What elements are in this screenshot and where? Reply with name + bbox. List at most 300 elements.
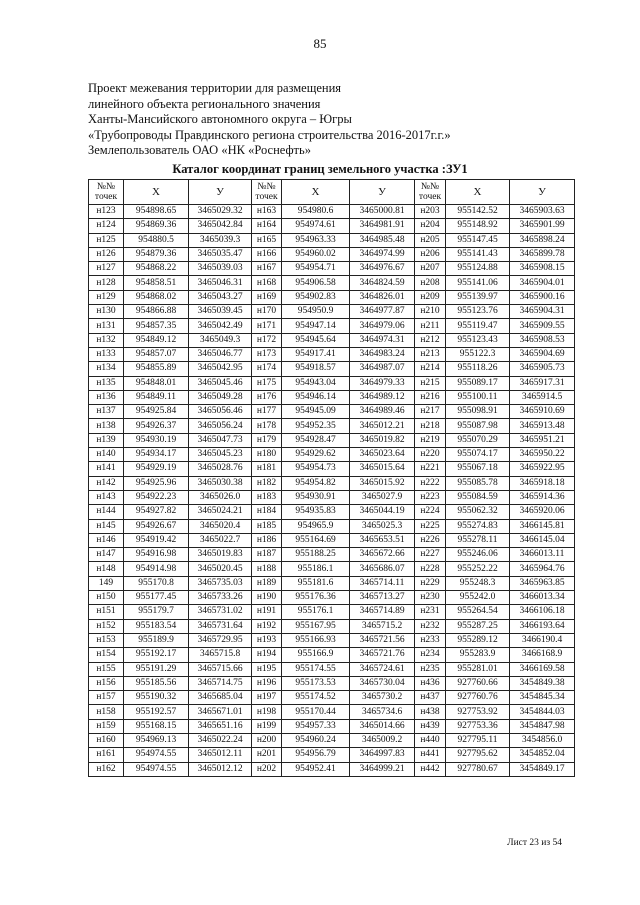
point-number-cell: н189 — [252, 576, 282, 590]
y-coordinate-cell: 3466169.58 — [510, 662, 575, 676]
table-row — [89, 605, 575, 619]
x-coordinate-cell: 954954.73 — [282, 462, 350, 476]
point-number-cell: н147 — [89, 548, 124, 562]
y-coordinate-cell: 3465012.21 — [350, 419, 415, 433]
x-coordinate-cell: 927753.36 — [446, 719, 510, 733]
point-number-cell: н159 — [89, 719, 124, 733]
table-row — [89, 305, 575, 319]
y-coordinate-cell: 3465903.63 — [510, 205, 575, 219]
x-coordinate-cell: 954879.36 — [124, 247, 189, 261]
col-header-y: У — [189, 180, 252, 205]
x-coordinate-cell: 954930.19 — [124, 433, 189, 447]
table-row — [89, 705, 575, 719]
y-coordinate-cell: 3465653.51 — [350, 533, 415, 547]
x-coordinate-cell: 955191.29 — [124, 662, 189, 676]
x-coordinate-cell: 955142.52 — [446, 205, 510, 219]
x-coordinate-cell: 955173.53 — [282, 676, 350, 690]
point-number-cell: н205 — [415, 233, 446, 247]
x-coordinate-cell: 954928.47 — [282, 433, 350, 447]
y-coordinate-cell: 3464979.06 — [350, 319, 415, 333]
table-row — [89, 262, 575, 276]
point-number-cell: н182 — [252, 476, 282, 490]
y-coordinate-cell: 3465039.45 — [189, 305, 252, 319]
table-row — [89, 362, 575, 376]
x-coordinate-cell: 955281.01 — [446, 662, 510, 676]
y-coordinate-cell: 3465735.03 — [189, 576, 252, 590]
x-coordinate-cell: 955164.69 — [282, 533, 350, 547]
x-coordinate-cell: 954946.14 — [282, 390, 350, 404]
point-number-cell: н180 — [252, 448, 282, 462]
sheet-footer: Лист 23 из 54 — [507, 838, 562, 848]
y-coordinate-cell: 3465042.95 — [189, 362, 252, 376]
point-number-cell: н153 — [89, 633, 124, 647]
table-row — [89, 219, 575, 233]
point-number-cell: н123 — [89, 205, 124, 219]
point-number-cell: н221 — [415, 462, 446, 476]
x-coordinate-cell: 955098.91 — [446, 405, 510, 419]
point-number-cell: н214 — [415, 362, 446, 376]
point-number-cell: н226 — [415, 533, 446, 547]
y-coordinate-cell: 3465731.02 — [189, 605, 252, 619]
y-coordinate-cell: 3465015.92 — [350, 476, 415, 490]
x-coordinate-cell: 955148.92 — [446, 219, 510, 233]
point-number-cell: н128 — [89, 276, 124, 290]
table-row — [89, 347, 575, 361]
y-coordinate-cell: 3465733.26 — [189, 591, 252, 605]
point-number-cell: н177 — [252, 405, 282, 419]
y-coordinate-cell: 3465913.48 — [510, 419, 575, 433]
y-coordinate-cell: 3465914.36 — [510, 490, 575, 504]
point-number-cell: н199 — [252, 719, 282, 733]
y-coordinate-cell: 3465950.22 — [510, 448, 575, 462]
x-coordinate-cell: 954945.64 — [282, 333, 350, 347]
x-coordinate-cell: 927760.66 — [446, 676, 510, 690]
y-coordinate-cell: 3464976.67 — [350, 262, 415, 276]
x-coordinate-cell: 954952.41 — [282, 762, 350, 776]
y-coordinate-cell: 3466145.81 — [510, 519, 575, 533]
y-coordinate-cell: 3465918.18 — [510, 476, 575, 490]
x-coordinate-cell: 955166.93 — [282, 633, 350, 647]
point-number-cell: н190 — [252, 591, 282, 605]
point-number-cell: н220 — [415, 448, 446, 462]
table-row — [89, 691, 575, 705]
point-number-cell: н228 — [415, 562, 446, 576]
y-coordinate-cell: 3464983.24 — [350, 347, 415, 361]
y-coordinate-cell: 3465651.16 — [189, 719, 252, 733]
point-number-cell: н134 — [89, 362, 124, 376]
y-coordinate-cell: 3464985.48 — [350, 233, 415, 247]
x-coordinate-cell: 955183.54 — [124, 619, 189, 633]
point-number-cell: н130 — [89, 305, 124, 319]
table-row — [89, 748, 575, 762]
y-coordinate-cell: 3465714.11 — [350, 576, 415, 590]
x-coordinate-cell: 955122.3 — [446, 347, 510, 361]
y-coordinate-cell: 3465730.04 — [350, 676, 415, 690]
table-row — [89, 505, 575, 519]
table-caption: Каталог координат границ земельного участка :ЗУ1 — [172, 162, 468, 176]
x-coordinate-cell: 955242.0 — [446, 591, 510, 605]
x-coordinate-cell: 955166.9 — [282, 648, 350, 662]
x-coordinate-cell: 955278.11 — [446, 533, 510, 547]
document-header — [88, 81, 451, 159]
table-row — [89, 733, 575, 747]
table-row — [89, 433, 575, 447]
y-coordinate-cell: 3465022.24 — [189, 733, 252, 747]
y-coordinate-cell: 3465721.56 — [350, 633, 415, 647]
x-coordinate-cell: 955188.25 — [282, 548, 350, 562]
y-coordinate-cell: 3466193.64 — [510, 619, 575, 633]
x-coordinate-cell: 954918.57 — [282, 362, 350, 376]
y-coordinate-cell: 3454847.98 — [510, 719, 575, 733]
y-coordinate-cell: 3465713.27 — [350, 591, 415, 605]
y-coordinate-cell: 3465920.06 — [510, 505, 575, 519]
col-header-point-number: №№ точек — [252, 180, 282, 205]
point-number-cell: н170 — [252, 305, 282, 319]
x-coordinate-cell: 954945.09 — [282, 405, 350, 419]
point-number-cell: н209 — [415, 290, 446, 304]
table-row — [89, 576, 575, 590]
x-coordinate-cell: 955264.54 — [446, 605, 510, 619]
y-coordinate-cell: 3465023.64 — [350, 448, 415, 462]
point-number-cell: н131 — [89, 319, 124, 333]
y-coordinate-cell: 3465724.61 — [350, 662, 415, 676]
y-coordinate-cell: 3465908.53 — [510, 333, 575, 347]
table-row — [89, 462, 575, 476]
x-coordinate-cell: 954929.62 — [282, 448, 350, 462]
point-number-cell: н176 — [252, 390, 282, 404]
y-coordinate-cell: 3454849.17 — [510, 762, 575, 776]
point-number-cell: н136 — [89, 390, 124, 404]
point-number-cell: н212 — [415, 333, 446, 347]
x-coordinate-cell: 954957.33 — [282, 719, 350, 733]
table-row — [89, 319, 575, 333]
x-coordinate-cell: 954974.61 — [282, 219, 350, 233]
table-header-row — [89, 180, 575, 205]
y-coordinate-cell: 3464826.01 — [350, 290, 415, 304]
table-row — [89, 633, 575, 647]
header-line: Проект межевания территории для размещения — [88, 81, 342, 95]
x-coordinate-cell: 954914.98 — [124, 562, 189, 576]
y-coordinate-cell: 3454845.34 — [510, 691, 575, 705]
x-coordinate-cell: 954866.88 — [124, 305, 189, 319]
col-header-point-number: №№ точек — [89, 180, 124, 205]
y-coordinate-cell: 3464979.33 — [350, 376, 415, 390]
x-coordinate-cell: 955176.36 — [282, 591, 350, 605]
x-coordinate-cell: 955274.83 — [446, 519, 510, 533]
y-coordinate-cell: 3465734.6 — [350, 705, 415, 719]
x-coordinate-cell: 955170.8 — [124, 576, 189, 590]
x-coordinate-cell: 954849.12 — [124, 333, 189, 347]
y-coordinate-cell: 3465964.76 — [510, 562, 575, 576]
table-row — [89, 533, 575, 547]
point-number-cell: н441 — [415, 748, 446, 762]
y-coordinate-cell: 3465909.55 — [510, 319, 575, 333]
x-coordinate-cell: 954943.04 — [282, 376, 350, 390]
x-coordinate-cell: 955192.57 — [124, 705, 189, 719]
point-number-cell: н187 — [252, 548, 282, 562]
x-coordinate-cell: 955100.11 — [446, 390, 510, 404]
x-coordinate-cell: 955192.17 — [124, 648, 189, 662]
y-coordinate-cell: 3465047.73 — [189, 433, 252, 447]
y-coordinate-cell: 3465905.73 — [510, 362, 575, 376]
x-coordinate-cell: 954906.58 — [282, 276, 350, 290]
point-number-cell: н211 — [415, 319, 446, 333]
y-coordinate-cell: 3466145.04 — [510, 533, 575, 547]
point-number-cell: н173 — [252, 347, 282, 361]
point-number-cell: н165 — [252, 233, 282, 247]
y-coordinate-cell: 3464987.07 — [350, 362, 415, 376]
x-coordinate-cell: 954980.6 — [282, 205, 350, 219]
y-coordinate-cell: 3465044.19 — [350, 505, 415, 519]
table-row — [89, 390, 575, 404]
page-number: 85 — [313, 36, 327, 51]
x-coordinate-cell: 955087.98 — [446, 419, 510, 433]
coordinates-table — [88, 179, 575, 777]
x-coordinate-cell: 954930.91 — [282, 490, 350, 504]
y-coordinate-cell: 3466190.4 — [510, 633, 575, 647]
y-coordinate-cell: 3465012.11 — [189, 748, 252, 762]
y-coordinate-cell: 3464981.91 — [350, 219, 415, 233]
point-number-cell: н198 — [252, 705, 282, 719]
y-coordinate-cell: 3465035.47 — [189, 247, 252, 261]
x-coordinate-cell: 955074.17 — [446, 448, 510, 462]
x-coordinate-cell: 954960.02 — [282, 247, 350, 261]
point-number-cell: н148 — [89, 562, 124, 576]
point-number-cell: н213 — [415, 347, 446, 361]
x-coordinate-cell: 954926.67 — [124, 519, 189, 533]
y-coordinate-cell: 3465049.3 — [189, 333, 252, 347]
point-number-cell: н172 — [252, 333, 282, 347]
x-coordinate-cell: 954974.55 — [124, 748, 189, 762]
y-coordinate-cell: 3465026.0 — [189, 490, 252, 504]
x-coordinate-cell: 954869.36 — [124, 219, 189, 233]
point-number-cell: н139 — [89, 433, 124, 447]
x-coordinate-cell: 955246.06 — [446, 548, 510, 562]
point-number-cell: н206 — [415, 247, 446, 261]
x-coordinate-cell: 954849.11 — [124, 390, 189, 404]
x-coordinate-cell: 954855.89 — [124, 362, 189, 376]
y-coordinate-cell: 3454852.04 — [510, 748, 575, 762]
table-row — [89, 419, 575, 433]
point-number-cell: н142 — [89, 476, 124, 490]
table-row — [89, 719, 575, 733]
point-number-cell: н157 — [89, 691, 124, 705]
point-number-cell: н227 — [415, 548, 446, 562]
y-coordinate-cell: 3465020.4 — [189, 519, 252, 533]
point-number-cell: н169 — [252, 290, 282, 304]
point-number-cell: н196 — [252, 676, 282, 690]
x-coordinate-cell: 955062.32 — [446, 505, 510, 519]
point-number-cell: н144 — [89, 505, 124, 519]
col-header-y: У — [510, 180, 575, 205]
y-coordinate-cell: 3465671.01 — [189, 705, 252, 719]
point-number-cell: н132 — [89, 333, 124, 347]
table-row — [89, 562, 575, 576]
x-coordinate-cell: 954925.84 — [124, 405, 189, 419]
y-coordinate-cell: 3465019.83 — [189, 548, 252, 562]
x-coordinate-cell: 954922.23 — [124, 490, 189, 504]
y-coordinate-cell: 3465715.8 — [189, 648, 252, 662]
x-coordinate-cell: 955289.12 — [446, 633, 510, 647]
y-coordinate-cell: 3465686.07 — [350, 562, 415, 576]
y-coordinate-cell: 3465922.95 — [510, 462, 575, 476]
table-row — [89, 490, 575, 504]
point-number-cell: н229 — [415, 576, 446, 590]
point-number-cell: н197 — [252, 691, 282, 705]
x-coordinate-cell: 955185.56 — [124, 676, 189, 690]
table-row — [89, 276, 575, 290]
point-number-cell: н166 — [252, 247, 282, 261]
y-coordinate-cell: 3465899.78 — [510, 247, 575, 261]
y-coordinate-cell: 3464989.46 — [350, 405, 415, 419]
table-row — [89, 676, 575, 690]
x-coordinate-cell: 955287.25 — [446, 619, 510, 633]
y-coordinate-cell: 3465730.2 — [350, 691, 415, 705]
y-coordinate-cell: 3466013.11 — [510, 548, 575, 562]
x-coordinate-cell: 927795.11 — [446, 733, 510, 747]
y-coordinate-cell: 3465046.31 — [189, 276, 252, 290]
table-row — [89, 333, 575, 347]
x-coordinate-cell: 954960.24 — [282, 733, 350, 747]
x-coordinate-cell: 955084.59 — [446, 490, 510, 504]
point-number-cell: н179 — [252, 433, 282, 447]
point-number-cell: н156 — [89, 676, 124, 690]
point-number-cell: н436 — [415, 676, 446, 690]
point-number-cell: н150 — [89, 591, 124, 605]
point-number-cell: н201 — [252, 748, 282, 762]
x-coordinate-cell: 955177.45 — [124, 591, 189, 605]
table-row — [89, 476, 575, 490]
y-coordinate-cell: 3465045.46 — [189, 376, 252, 390]
y-coordinate-cell: 3465951.21 — [510, 433, 575, 447]
y-coordinate-cell: 3465056.24 — [189, 419, 252, 433]
table-body — [89, 205, 575, 777]
table-row — [89, 448, 575, 462]
y-coordinate-cell: 3465900.16 — [510, 290, 575, 304]
y-coordinate-cell: 3464989.12 — [350, 390, 415, 404]
point-number-cell: н125 — [89, 233, 124, 247]
y-coordinate-cell: 3465904.31 — [510, 305, 575, 319]
x-coordinate-cell: 955189.9 — [124, 633, 189, 647]
y-coordinate-cell: 3465901.99 — [510, 219, 575, 233]
y-coordinate-cell: 3465019.82 — [350, 433, 415, 447]
y-coordinate-cell: 3465729.95 — [189, 633, 252, 647]
y-coordinate-cell: 3465714.89 — [350, 605, 415, 619]
x-coordinate-cell: 955186.1 — [282, 562, 350, 576]
point-number-cell: н235 — [415, 662, 446, 676]
y-coordinate-cell: 3465020.45 — [189, 562, 252, 576]
x-coordinate-cell: 955170.44 — [282, 705, 350, 719]
point-number-cell: н146 — [89, 533, 124, 547]
point-number-cell: н135 — [89, 376, 124, 390]
point-number-cell: н163 — [252, 205, 282, 219]
point-number-cell: н141 — [89, 462, 124, 476]
y-coordinate-cell: 3465046.77 — [189, 347, 252, 361]
col-header-x: X — [282, 180, 350, 205]
table-row — [89, 648, 575, 662]
table-row — [89, 376, 575, 390]
x-coordinate-cell: 954935.83 — [282, 505, 350, 519]
x-coordinate-cell: 954898.65 — [124, 205, 189, 219]
x-coordinate-cell: 954954.82 — [282, 476, 350, 490]
x-coordinate-cell: 954919.42 — [124, 533, 189, 547]
y-coordinate-cell: 3465012.12 — [189, 762, 252, 776]
y-coordinate-cell: 3465904.69 — [510, 347, 575, 361]
point-number-cell: н207 — [415, 262, 446, 276]
y-coordinate-cell: 3454856.0 — [510, 733, 575, 747]
y-coordinate-cell: 3466013.34 — [510, 591, 575, 605]
point-number-cell: н140 — [89, 448, 124, 462]
y-coordinate-cell: 3465028.76 — [189, 462, 252, 476]
y-coordinate-cell: 3465009.2 — [350, 733, 415, 747]
x-coordinate-cell: 954857.35 — [124, 319, 189, 333]
y-coordinate-cell: 3465029.32 — [189, 205, 252, 219]
x-coordinate-cell: 954952.35 — [282, 419, 350, 433]
x-coordinate-cell: 955118.26 — [446, 362, 510, 376]
x-coordinate-cell: 954925.96 — [124, 476, 189, 490]
x-coordinate-cell: 954954.71 — [282, 262, 350, 276]
point-number-cell: н185 — [252, 519, 282, 533]
table-row — [89, 591, 575, 605]
point-number-cell: н442 — [415, 762, 446, 776]
x-coordinate-cell: 955168.15 — [124, 719, 189, 733]
x-coordinate-cell: 955141.06 — [446, 276, 510, 290]
x-coordinate-cell: 955119.47 — [446, 319, 510, 333]
table-row — [89, 519, 575, 533]
y-coordinate-cell: 3465685.04 — [189, 691, 252, 705]
y-coordinate-cell: 3466106.18 — [510, 605, 575, 619]
header-line: линейного объекта регионального значения — [88, 96, 321, 111]
col-header-y: У — [350, 180, 415, 205]
y-coordinate-cell: 3465015.64 — [350, 462, 415, 476]
point-number-cell: н186 — [252, 533, 282, 547]
point-number-cell: н137 — [89, 405, 124, 419]
x-coordinate-cell: 954956.79 — [282, 748, 350, 762]
point-number-cell: н230 — [415, 591, 446, 605]
y-coordinate-cell: 3465672.66 — [350, 548, 415, 562]
x-coordinate-cell: 954902.83 — [282, 290, 350, 304]
point-number-cell: н171 — [252, 319, 282, 333]
y-coordinate-cell: 3465039.3 — [189, 233, 252, 247]
x-coordinate-cell: 954868.22 — [124, 262, 189, 276]
x-coordinate-cell: 954848.01 — [124, 376, 189, 390]
x-coordinate-cell: 955124.88 — [446, 262, 510, 276]
x-coordinate-cell: 955248.3 — [446, 576, 510, 590]
y-coordinate-cell: 3465022.7 — [189, 533, 252, 547]
y-coordinate-cell: 3465721.76 — [350, 648, 415, 662]
y-coordinate-cell: 3464999.21 — [350, 762, 415, 776]
x-coordinate-cell: 954858.51 — [124, 276, 189, 290]
table-row — [89, 662, 575, 676]
table-row — [89, 290, 575, 304]
point-number-cell: н200 — [252, 733, 282, 747]
y-coordinate-cell: 3465014.66 — [350, 719, 415, 733]
y-coordinate-cell: 3466168.9 — [510, 648, 575, 662]
point-number-cell: н208 — [415, 276, 446, 290]
y-coordinate-cell: 3465904.01 — [510, 276, 575, 290]
point-number-cell: н129 — [89, 290, 124, 304]
x-coordinate-cell: 955123.43 — [446, 333, 510, 347]
y-coordinate-cell: 3465914.5 — [510, 390, 575, 404]
point-number-cell: н162 — [89, 762, 124, 776]
x-coordinate-cell: 955089.17 — [446, 376, 510, 390]
y-coordinate-cell: 3465024.21 — [189, 505, 252, 519]
point-number-cell: н183 — [252, 490, 282, 504]
x-coordinate-cell: 955283.9 — [446, 648, 510, 662]
point-number-cell: н174 — [252, 362, 282, 376]
col-header-point-number: №№ точек — [415, 180, 446, 205]
y-coordinate-cell: 3464997.83 — [350, 748, 415, 762]
